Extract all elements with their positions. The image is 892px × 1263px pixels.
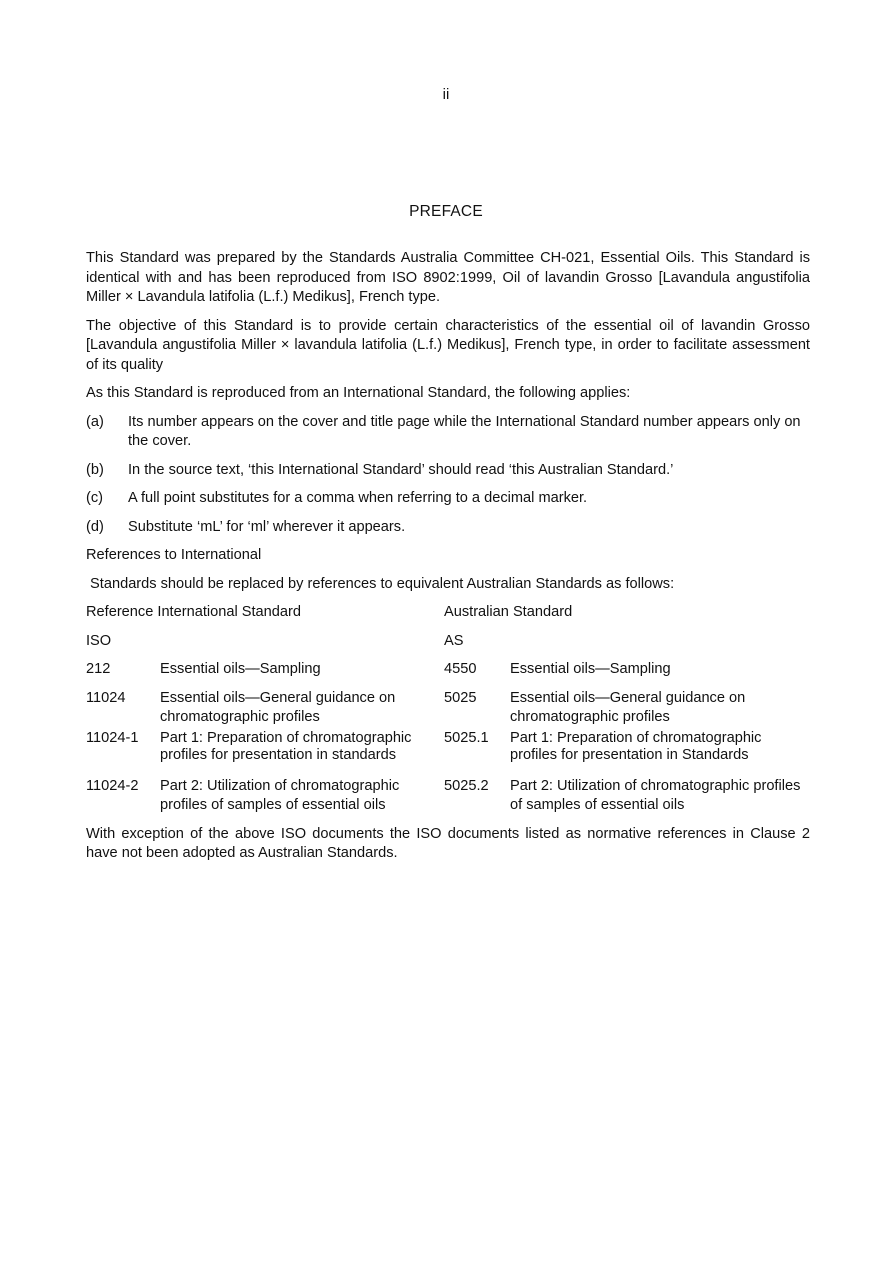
header-as: AS bbox=[444, 632, 464, 649]
iso-title: Part 2: Utilization of chromatographic profiles of samples of essential oils bbox=[160, 777, 400, 813]
iso-title: Essential oils—Sampling bbox=[160, 661, 321, 677]
iso-number: 11024 bbox=[86, 689, 126, 706]
list-label: (d) bbox=[86, 518, 104, 535]
table-header-row bbox=[86, 603, 810, 623]
table-row bbox=[86, 777, 810, 816]
iso-number: 212 bbox=[86, 661, 111, 677]
as-number: 4550 bbox=[444, 661, 477, 677]
list-text: Its number appears on the cover and title page while the International Standard number appears only on the cover. bbox=[128, 413, 801, 449]
as-number: 5025.1 bbox=[444, 729, 489, 746]
as-number: 5025 bbox=[444, 689, 477, 706]
as-title: Essential oils—Sampling bbox=[510, 661, 671, 677]
as-title: Part 1: Preparation of chromatographic profiles for presentation in Standards bbox=[510, 729, 762, 763]
paragraph-objective: The objective of this Standard is to provide certain characteristics of the essential oil of lavandin Grosso [Lavandula angustifolia Miller × lavandula latifolia (L.f.) Medikus], French type, in order to facilitate assessment of its quality bbox=[86, 317, 810, 373]
list-label: (a) bbox=[86, 413, 104, 430]
as-title: Part 2: Utilization of chromatographic profiles of samples of essential oils bbox=[510, 777, 801, 813]
page-number: ii bbox=[442, 86, 450, 103]
list-text: Substitute ‘mL’ for ‘ml’ wherever it appears. bbox=[128, 518, 406, 535]
references-table bbox=[86, 603, 810, 816]
header-iso: ISO bbox=[86, 632, 112, 649]
as-title: Essential oils—General guidance on chromatographic profiles bbox=[510, 689, 746, 725]
paragraph-committee: This Standard was prepared by the Standards Australia Committee CH-021, Essential Oils. This Standard is identical with and has been reproduced from ISO 8902:1999, Oil of lavandin Grosso [Lavandula angustifolia Miller × Lavandula latifolia (L.f.) Medikus], French type. bbox=[86, 250, 810, 305]
references-intro-line2: Standards should be replaced by references to equivalent Australian Standards as follows: bbox=[86, 575, 675, 592]
paragraph-applies: As this Standard is reproduced from an International Standard, the following applies: bbox=[86, 385, 631, 401]
list-item bbox=[86, 413, 810, 452]
list-item bbox=[86, 518, 810, 538]
iso-title: Essential oils—General guidance on chromatographic profiles bbox=[160, 689, 396, 725]
references-intro-line1: References to International bbox=[86, 547, 262, 563]
list-label: (c) bbox=[86, 490, 104, 506]
list-item bbox=[86, 461, 810, 481]
page-title: PREFACE bbox=[409, 203, 483, 220]
iso-number: 11024-2 bbox=[86, 777, 139, 794]
table-row bbox=[86, 730, 810, 764]
paragraph-closing: With exception of the above ISO documents the ISO documents listed as normative references in Clause 2 have not been adopted as Australian Standards. bbox=[86, 825, 810, 861]
as-number: 5025.2 bbox=[444, 777, 489, 794]
table-row bbox=[86, 660, 810, 680]
table-subheader-row bbox=[86, 632, 810, 652]
iso-number: 11024-1 bbox=[86, 729, 139, 746]
header-australian: Australian Standard bbox=[444, 604, 573, 620]
table-row bbox=[86, 689, 810, 728]
list-item bbox=[86, 489, 810, 509]
list-text: A full point substitutes for a comma when referring to a decimal marker. bbox=[128, 490, 588, 506]
header-international: Reference International Standard bbox=[86, 604, 301, 620]
list-label: (b) bbox=[86, 461, 104, 478]
iso-title: Part 1: Preparation of chromatographic profiles for presentation in standards bbox=[160, 729, 412, 763]
preface-body bbox=[86, 249, 810, 873]
list-text: In the source text, ‘this International Standard’ should read ‘this Australian Standard.’ bbox=[128, 461, 674, 478]
